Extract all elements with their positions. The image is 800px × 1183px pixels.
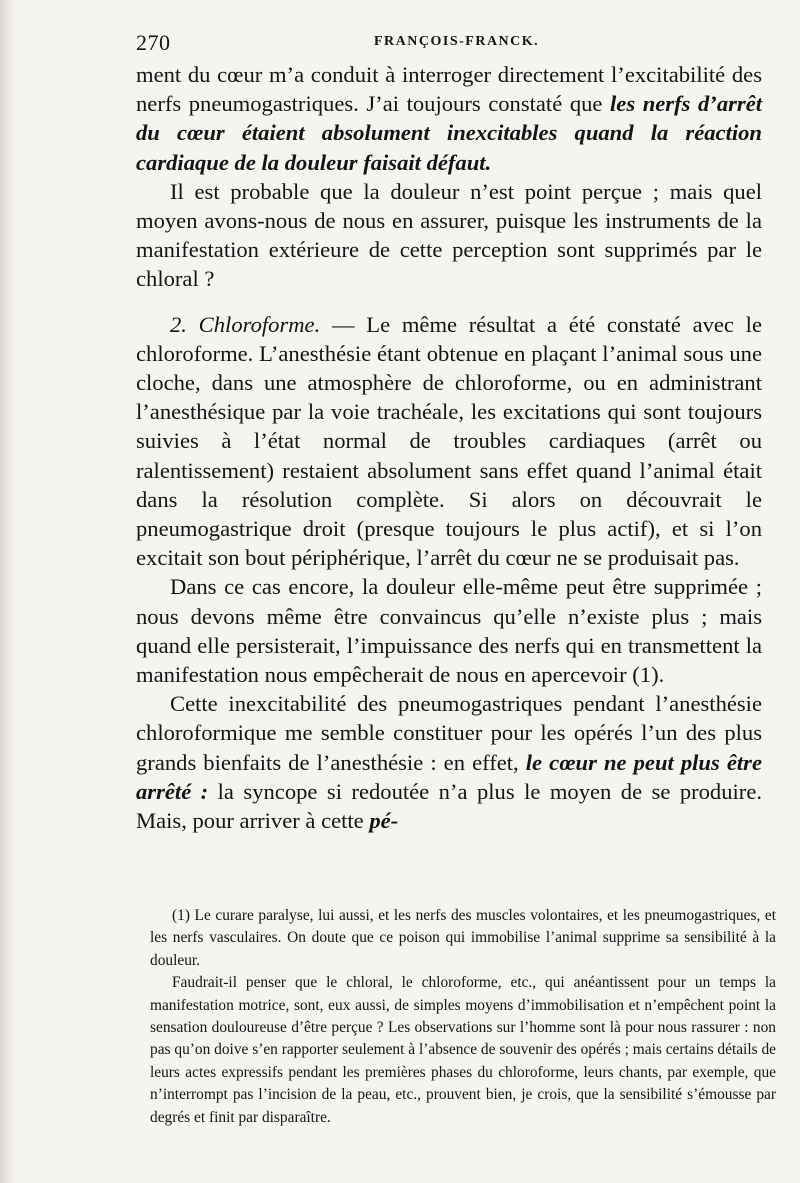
paragraph-3	[136, 310, 762, 573]
paragraph-5-emphasis-2: pé-	[369, 808, 399, 834]
footnote-2: Faudrait-il penser que le chloral, le chloroforme, etc., qui anéantissent pour un temps la manifestation motrice, sont, eux aussi, de simples moyens d’immobilisation et n’empêchent point la sensation douloureuse d’être perçue ? Les observations sur l’homme sont là pour nous rassurer : non pas qu’on doive s’en rapporter seulement à l’absence de souvenir des opérés ; mais certains détails de leurs actes expressifs pendant les premières phases du chloroforme, leurs chants, par exemple, que n’interrompt pas l’incision de la peau, etc., prouvent bien, je crois, que la sensibilité s’émousse par degrés et finit par disparaître.	[150, 974, 776, 1126]
paragraph-5	[136, 689, 762, 835]
paragraph-1-emphasis: les nerfs d’arrêt du cœur étaient absolument inexcitables quand la réaction cardiaque de la douleur faisait défaut.	[136, 91, 763, 175]
running-head: FRANÇOIS-FRANCK.	[374, 34, 540, 49]
paragraph-5-text-mid: la syncope si redoutée n’a plus le moyen de se produire. Mais, pour arriver à cette	[136, 778, 763, 834]
section-heading-chloroforme: 2. Chloroforme.	[170, 311, 321, 337]
paragraph-4: Dans ce cas encore, la douleur elle-même peut être supprimée ; nous devons même être convaincus qu’elle n’existe plus ; mais quand elle persisterait, l’impuissance des nerfs qui en transmettent la manifestation nous empêcherait de nous en apercevoir (1).	[136, 574, 762, 688]
footnote-1: (1) Le curare paralyse, lui aussi, et les nerfs des muscles volontaires, et les pneumogastriques, et les nerfs vasculaires. On doute que ce poison qui immobilise l’animal supprime sa sensibilité à la douleur.	[150, 907, 776, 969]
paragraph-1-text: ment du cœur m’a conduit à interroger directement l’excitabilité des nerfs pneumogastriques. J’ai toujours constaté que	[136, 62, 762, 117]
paragraph-5-text-start: Cette inexcitabilité des pneumogastriques pendant l’anesthésie chloroformique me semble constituer pour les opérés l’un des plus grands bienfaits de l’anesthésie : en effet,	[136, 691, 762, 775]
paragraph-5-emphasis-1: le cœur ne peut plus être arrêté :	[136, 749, 762, 804]
page-number: 270	[136, 30, 171, 55]
footnotes	[150, 905, 776, 1129]
paragraph-2: Il est probable que la douleur n’est point perçue ; mais quel moyen avons-nous de nous en assurer, puisque les instruments de la manifestation extérieure de cette perception sont supprimés par le chloral ?	[136, 178, 762, 292]
paragraph-1	[136, 60, 762, 177]
main-text	[136, 60, 762, 835]
paragraph-3-text: — Le même résultat a été constaté avec le chloroforme. L’anesthésie étant obtenue en plaçant l’animal sous une cloche, dans une atmosphère de chloroforme, ou en administrant l’anesthésique par la voie trachéale, les excitations qui sont toujours suivies à l’état normal de troubles cardiaques (arrêt ou ralentissement) restaient absolument sans effet quand l’animal était dans la résolution complète. Si alors on découvrait le pneumogastrique droit (presque toujours le plus actif), et si l’on excitait son bout périphérique, l’arrêt du cœur ne se produisait pas.	[136, 311, 762, 571]
page-header	[136, 30, 776, 58]
page-edge-shadow	[0, 0, 14, 1183]
